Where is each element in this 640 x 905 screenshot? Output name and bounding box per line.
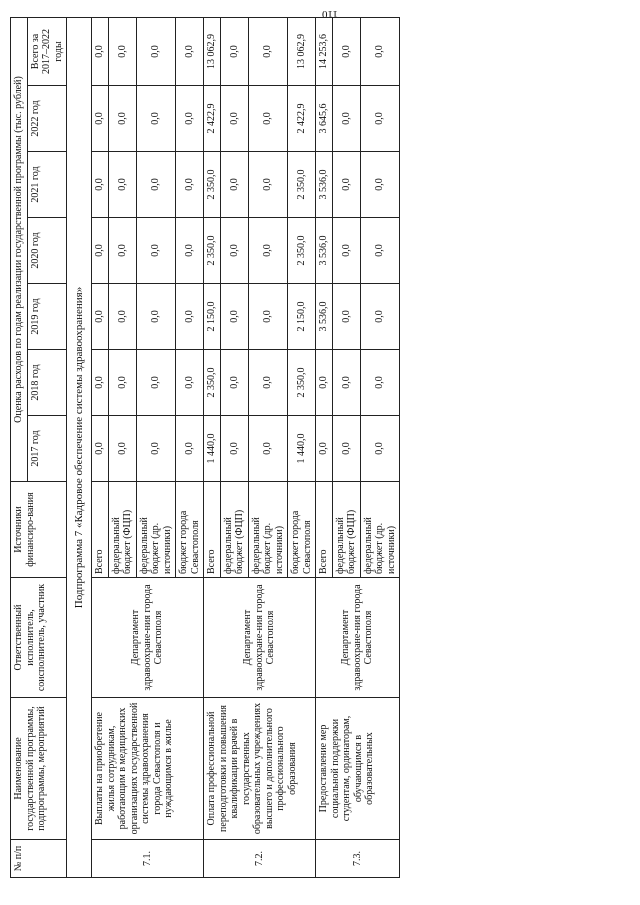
year-value: 3 536,0 bbox=[316, 284, 333, 350]
funding-source: федеральный бюджет (др. источники) bbox=[136, 482, 176, 578]
total-value: 0,0 bbox=[220, 17, 248, 85]
row-number: 7.2. bbox=[204, 840, 316, 878]
year-value: 0,0 bbox=[108, 86, 136, 152]
year-value: 0,0 bbox=[360, 218, 400, 284]
year-value: 0,0 bbox=[136, 152, 176, 218]
funding-source: федеральный бюджет (ФЦП) bbox=[220, 482, 248, 578]
subprogram-title: Подпрограмма 7 «Кадровое обеспечение системы здравоохранения» bbox=[67, 17, 92, 877]
year-value: 0,0 bbox=[332, 284, 360, 350]
funding-source: Всего bbox=[204, 482, 221, 578]
row-number: 7.3. bbox=[316, 840, 400, 878]
header-sources: Источники финансиро-вания bbox=[11, 482, 67, 578]
year-value: 2 350,0 bbox=[288, 350, 316, 416]
year-value: 0,0 bbox=[176, 86, 204, 152]
year-value: 0,0 bbox=[108, 350, 136, 416]
year-value: 0,0 bbox=[316, 416, 333, 482]
year-value: 0,0 bbox=[108, 284, 136, 350]
year-value: 2 350,0 bbox=[288, 218, 316, 284]
total-value: 0,0 bbox=[176, 17, 204, 85]
year-value: 0,0 bbox=[220, 86, 248, 152]
measure-name: Оплата профессиональной переподготовки и повышения квалификации врачей в государственных образовательных учреждениях высшего и дополнительного профессионального образования bbox=[204, 698, 316, 840]
funding-source: федеральный бюджет (др. источники) bbox=[360, 482, 400, 578]
year-value: 0,0 bbox=[92, 152, 109, 218]
year-value: 0,0 bbox=[176, 350, 204, 416]
year-value: 0,0 bbox=[248, 416, 288, 482]
table-row bbox=[316, 17, 333, 877]
year-value: 0,0 bbox=[248, 218, 288, 284]
year-value: 0,0 bbox=[248, 350, 288, 416]
year-value: 0,0 bbox=[136, 86, 176, 152]
header-executor: Ответственный исполнитель, соисполнитель, участник bbox=[11, 578, 67, 698]
total-value: 0,0 bbox=[332, 17, 360, 85]
year-value: 2 150,0 bbox=[204, 284, 221, 350]
budget-table bbox=[10, 17, 400, 878]
header-name: Наименование государственной программы, подпрограммы, мероприятий bbox=[11, 698, 67, 840]
executor: Департамент здравоохране-ния города Севастополя bbox=[316, 578, 400, 698]
executor: Департамент здравоохране-ния города Севастополя bbox=[204, 578, 316, 698]
year-value: 0,0 bbox=[248, 152, 288, 218]
funding-source: Всего bbox=[92, 482, 109, 578]
year-value: 0,0 bbox=[92, 218, 109, 284]
funding-source: федеральный бюджет (др. источники) bbox=[248, 482, 288, 578]
year-value: 2 422,9 bbox=[204, 86, 221, 152]
executor: Департамент здравоохране-ния города Севастополя bbox=[92, 578, 204, 698]
year-value: 0,0 bbox=[332, 416, 360, 482]
year-value: 0,0 bbox=[136, 284, 176, 350]
year-value: 0,0 bbox=[176, 284, 204, 350]
header-year: 2019 год bbox=[27, 284, 67, 350]
year-value: 3 536,0 bbox=[316, 152, 333, 218]
year-value: 2 350,0 bbox=[204, 218, 221, 284]
header-expenses-group: Оценка расходов по годам реализации государственной программы (тыс. рублей) bbox=[11, 17, 28, 481]
year-value: 2 350,0 bbox=[204, 152, 221, 218]
year-value: 0,0 bbox=[92, 350, 109, 416]
total-value: 13 062,9 bbox=[204, 17, 221, 85]
year-value: 0,0 bbox=[220, 218, 248, 284]
total-value: 0,0 bbox=[108, 17, 136, 85]
measure-name: Выплаты на приобретение жилья сотрудникам, работающим в медицинских организациях государственной системы здравоохранения города Севастополя и нуждающимся в жилье bbox=[92, 698, 204, 840]
year-value: 0,0 bbox=[92, 86, 109, 152]
row-number: 7.1. bbox=[92, 840, 204, 878]
year-value: 0,0 bbox=[360, 152, 400, 218]
year-value: 0,0 bbox=[332, 86, 360, 152]
year-value: 0,0 bbox=[332, 152, 360, 218]
year-value: 2 150,0 bbox=[288, 284, 316, 350]
funding-source: бюджет города Севастополя bbox=[288, 482, 316, 578]
header-year: 2022 год bbox=[27, 86, 67, 152]
total-value: 14 253,6 bbox=[316, 17, 333, 85]
year-value: 2 350,0 bbox=[204, 350, 221, 416]
year-value: 1 440,0 bbox=[204, 416, 221, 482]
year-value: 0,0 bbox=[108, 416, 136, 482]
page-number: 110 bbox=[321, 8, 339, 20]
year-value: 3 536,0 bbox=[316, 218, 333, 284]
header-total: Всего за 2017–2022 годы bbox=[27, 17, 67, 85]
year-value: 0,0 bbox=[220, 416, 248, 482]
funding-source: федеральный бюджет (ФЦП) bbox=[332, 482, 360, 578]
year-value: 0,0 bbox=[220, 350, 248, 416]
year-value: 2 350,0 bbox=[288, 152, 316, 218]
year-value: 1 440,0 bbox=[288, 416, 316, 482]
year-value: 0,0 bbox=[108, 218, 136, 284]
year-value: 0,0 bbox=[136, 416, 176, 482]
total-value: 0,0 bbox=[360, 17, 400, 85]
year-value: 0,0 bbox=[360, 86, 400, 152]
header-year: 2017 год bbox=[27, 416, 67, 482]
budget-table-sheet bbox=[10, 18, 630, 878]
year-value: 0,0 bbox=[360, 350, 400, 416]
header-no: № п/п bbox=[11, 840, 67, 878]
year-value: 0,0 bbox=[136, 218, 176, 284]
year-value: 0,0 bbox=[248, 86, 288, 152]
year-value: 0,0 bbox=[176, 152, 204, 218]
header-year: 2021 год bbox=[27, 152, 67, 218]
funding-source: федеральный бюджет (ФЦП) bbox=[108, 482, 136, 578]
year-value: 0,0 bbox=[360, 416, 400, 482]
year-value: 0,0 bbox=[92, 416, 109, 482]
year-value: 2 422,9 bbox=[288, 86, 316, 152]
year-value: 0,0 bbox=[316, 350, 333, 416]
total-value: 13 062,9 bbox=[288, 17, 316, 85]
total-value: 0,0 bbox=[248, 17, 288, 85]
year-value: 0,0 bbox=[220, 284, 248, 350]
year-value: 0,0 bbox=[108, 152, 136, 218]
total-value: 0,0 bbox=[136, 17, 176, 85]
table-row bbox=[204, 17, 221, 877]
header-year: 2020 год bbox=[27, 218, 67, 284]
total-value: 0,0 bbox=[92, 17, 109, 85]
table-row bbox=[92, 17, 109, 877]
year-value: 0,0 bbox=[332, 218, 360, 284]
header-year: 2018 год bbox=[27, 350, 67, 416]
funding-source: Всего bbox=[316, 482, 333, 578]
funding-source: бюджет города Севастополя bbox=[176, 482, 204, 578]
year-value: 3 645,6 bbox=[316, 86, 333, 152]
year-value: 0,0 bbox=[248, 284, 288, 350]
measure-name: Предоставление мер социальной поддержки студентам, ординаторам, обучающимся в образовательных bbox=[316, 698, 400, 840]
year-value: 0,0 bbox=[176, 218, 204, 284]
year-value: 0,0 bbox=[360, 284, 400, 350]
year-value: 0,0 bbox=[176, 416, 204, 482]
year-value: 0,0 bbox=[136, 350, 176, 416]
year-value: 0,0 bbox=[220, 152, 248, 218]
year-value: 0,0 bbox=[92, 284, 109, 350]
year-value: 0,0 bbox=[332, 350, 360, 416]
